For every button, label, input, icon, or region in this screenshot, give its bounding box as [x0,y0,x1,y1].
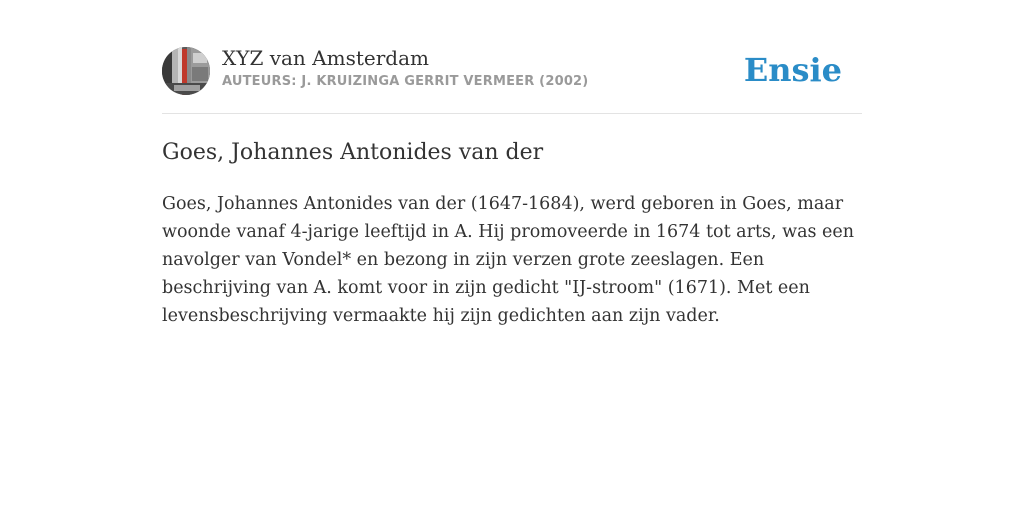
book-cover-avatar[interactable] [162,47,210,95]
header-divider [162,113,862,114]
book-cover-icon [162,47,210,95]
book-authors: AUTEURS: J. KRUIZINGA GERRIT VERMEER (2002) [222,74,589,89]
entry-body: Goes, Johannes Antonides van der (1647-1684), werd geboren in Goes, maar woonde vanaf 4-jarige leeftijd in A. Hij promoveerde in 1674 tot arts, was een navolger van Vondel* en bezong in zijn verzen grote zeeslagen. Een beschrijving van A. komt voor in zijn gedicht "IJ-stroom" (1671). Met een levensbeschrijving vermaakte hij zijn gedichten aan zijn vader. [162,194,855,326]
entry-title: Goes, Johannes Antonides van der [162,140,544,165]
ensie-logo[interactable]: Ensie [743,51,842,89]
book-header [162,46,862,96]
book-title[interactable]: XYZ van Amsterdam [222,46,429,70]
